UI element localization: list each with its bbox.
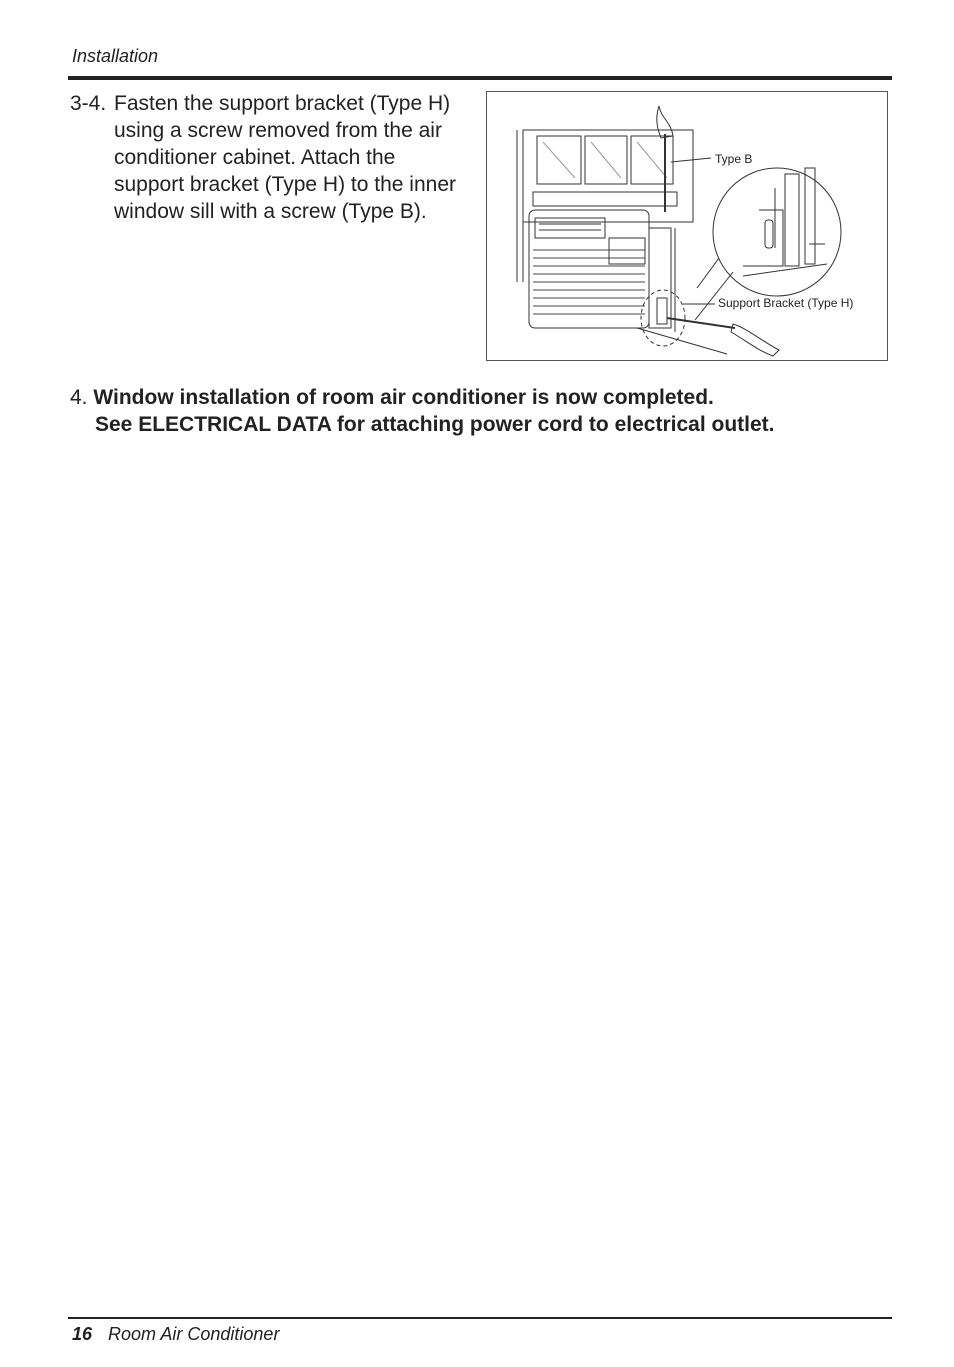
installation-illustration [487,92,889,362]
step-3-4 [70,90,490,225]
step-line: using a screw removed from the air [114,119,442,142]
step-4 [70,384,774,438]
step-4-line-1: Window installation of room air conditioner is now completed. [93,386,714,409]
step-line: window sill with a screw (Type B). [114,200,427,223]
step-line: Fasten the support bracket (Type H) [114,92,451,115]
footer-title: Room Air Conditioner [108,1324,280,1344]
step-line: support bracket (Type H) to the inner [114,173,456,196]
type-b-label: Type B [715,152,753,166]
support-bracket-label: Support Bracket (Type H) [718,296,854,310]
step-number: 4. [70,386,88,409]
step-number: 3-4. [70,92,107,115]
page-number: 16 [72,1324,93,1344]
step-text [114,90,490,225]
step-line: conditioner cabinet. Attach the [114,146,396,169]
step-4-line-2: See ELECTRICAL DATA for attaching power cord to electrical outlet. [95,413,775,436]
installation-figure [486,91,888,361]
header-rule [68,76,892,80]
page-footer [72,1324,279,1345]
footer-rule [68,1317,892,1319]
section-header: Installation [72,46,159,66]
